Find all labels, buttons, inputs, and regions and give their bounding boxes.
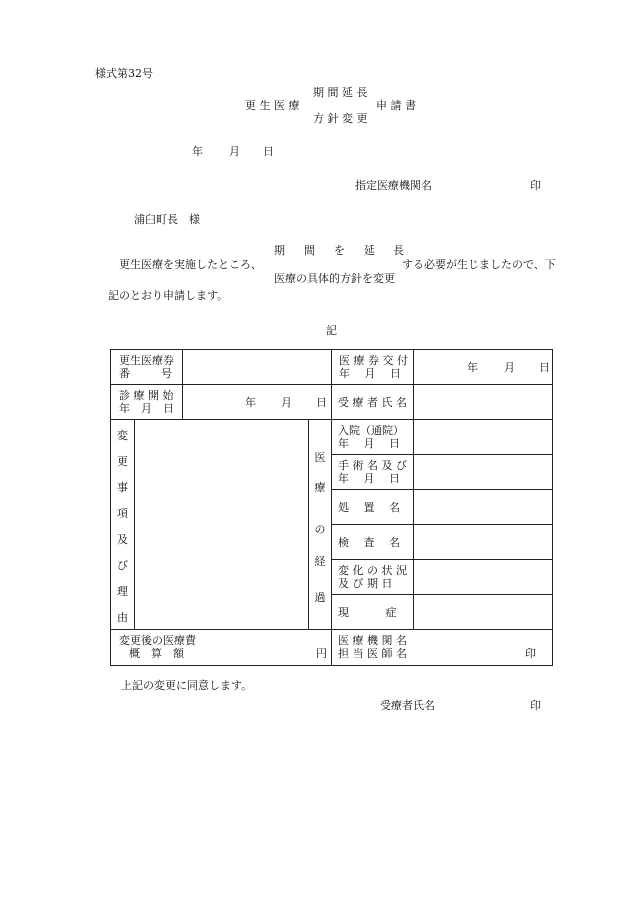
- change-char: 及: [117, 533, 128, 546]
- ticket-number-field[interactable]: [183, 351, 330, 383]
- course-char: 医: [314, 451, 326, 464]
- cost-label-2: 概 算 額: [129, 647, 184, 660]
- surgery-label: 手 術 名 及 び: [338, 459, 407, 472]
- body-opt1-d: 延: [364, 244, 375, 257]
- ticket-number-label: 更生医療券: [119, 354, 174, 367]
- start-date-label-2: 年 月 日: [119, 402, 174, 415]
- start-date-label: 診 療 開 始: [119, 389, 174, 402]
- body-line2: 記のとおり申請します。: [108, 289, 229, 302]
- admission-label: 入院（通院）: [338, 424, 404, 437]
- body-prefix: 更生医療を実施したところ、: [119, 258, 262, 271]
- change-char: 更: [117, 455, 128, 468]
- start-month: 月: [281, 396, 292, 409]
- start-year: 年: [245, 396, 256, 409]
- current-condition-label: 現 症: [338, 606, 397, 619]
- ki-heading: 記: [326, 324, 337, 337]
- change-char: び: [117, 559, 128, 572]
- patient-name-label: 受 療 者 氏 名: [338, 396, 407, 409]
- change-reason-field[interactable]: [135, 420, 308, 628]
- change-char: 変: [117, 429, 128, 442]
- application-table: [110, 349, 553, 666]
- cost-label: 変更後の医療費: [119, 634, 196, 647]
- status-label: 変 化 の 状 況: [338, 564, 407, 577]
- surgery-date-label: 年 月 日: [338, 472, 400, 485]
- doctor-name-label: 担 当 医 師 名: [338, 647, 407, 660]
- change-reason-label: [111, 419, 134, 629]
- patient-name-sign-label: 受療者氏名: [380, 699, 435, 712]
- institution-seal: 印: [530, 179, 541, 192]
- patient-seal: 印: [530, 699, 541, 712]
- change-char: 由: [117, 611, 128, 624]
- change-char: 項: [117, 507, 128, 520]
- course-char: の: [314, 523, 326, 536]
- issue-date-label-2: 年 月 日: [339, 367, 401, 380]
- issue-day: 日: [539, 361, 550, 374]
- ticket-number-label-2b: 号: [161, 367, 172, 380]
- course-char: 療: [314, 481, 326, 494]
- admission-date-label: 年 月 日: [338, 437, 400, 450]
- body-opt1-a: 期: [274, 244, 285, 257]
- issue-month: 月: [504, 361, 515, 374]
- course-char: 経: [314, 555, 326, 568]
- status-date-label: 及 び 期 日: [338, 577, 393, 590]
- ticket-number-label-2a: 番: [119, 367, 130, 380]
- institution-name-label: 医 療 機 関 名: [338, 634, 407, 647]
- treatment-label: 処 置 名: [338, 501, 400, 514]
- title-option-policy: 方 針 変 更: [313, 112, 368, 125]
- body-suffix: する必要が生じましたので、下: [402, 258, 556, 271]
- form-number: 様式第32号: [95, 67, 153, 80]
- institution-label: 指定医療機関名: [355, 179, 432, 192]
- date-day: 日: [263, 145, 274, 158]
- course-char: 過: [314, 591, 326, 604]
- title-main: 更 生 医 療: [245, 99, 300, 112]
- issue-date-label: 医 療 券 交 付: [339, 354, 408, 367]
- date-month: 月: [229, 145, 240, 158]
- consent-text: 上記の変更に同意します。: [121, 679, 253, 692]
- addressee: 浦臼町長 様: [134, 213, 200, 226]
- title-option-extension: 期 間 延 長: [313, 86, 368, 99]
- patient-name-field[interactable]: [414, 385, 551, 418]
- body-opt1-b: 間: [304, 244, 315, 257]
- start-day: 日: [316, 396, 327, 409]
- date-year: 年: [192, 145, 203, 158]
- body-opt1-c: を: [334, 244, 345, 257]
- change-char: 事: [117, 481, 128, 494]
- issue-year: 年: [467, 361, 478, 374]
- exam-label: 検 査 名: [338, 536, 400, 549]
- change-char: 理: [117, 585, 128, 598]
- cost-unit: 円: [316, 647, 327, 660]
- body-option-policy: 医療の具体的方針を変更: [274, 272, 395, 285]
- doctor-seal: 印: [525, 647, 536, 660]
- title-application: 申 請 書: [376, 99, 416, 112]
- medical-course-label: [309, 419, 331, 629]
- body-opt1-e: 長: [393, 244, 404, 257]
